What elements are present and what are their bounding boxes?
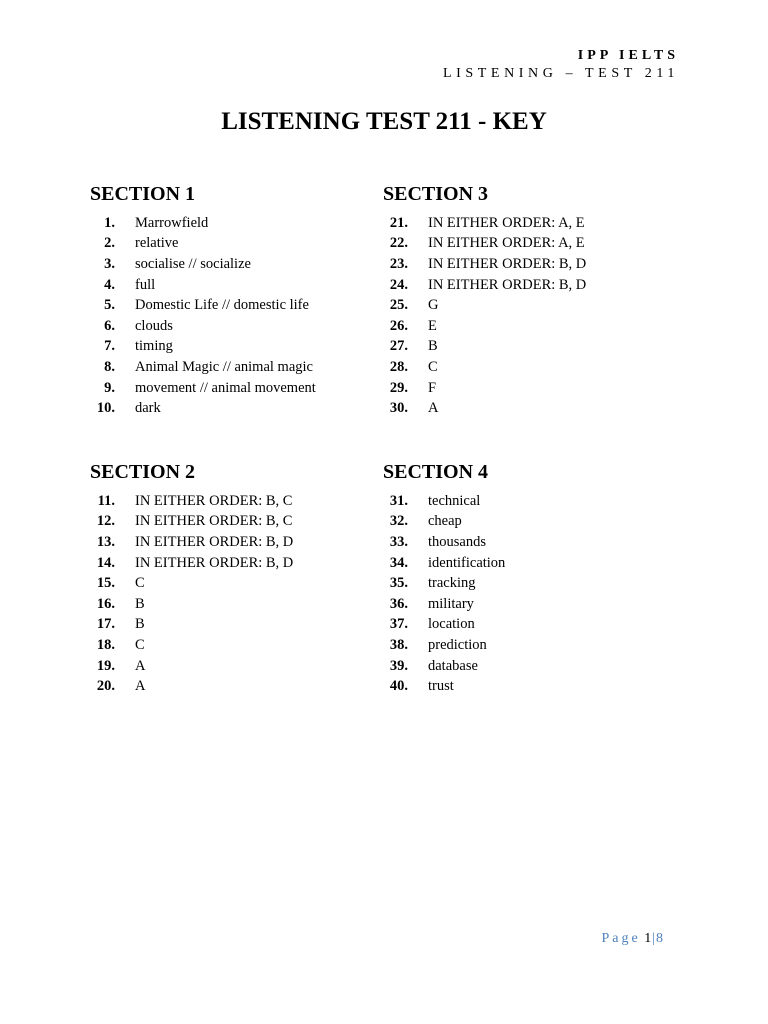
- section-heading: SECTION 3: [383, 183, 489, 205]
- answer-text: C: [428, 358, 438, 375]
- answer-number: 38.: [389, 636, 408, 653]
- answer-number: 1.: [104, 214, 115, 231]
- answer-row: [90, 512, 380, 533]
- answer-number: 27.: [389, 338, 408, 355]
- answer-text: A: [135, 678, 146, 695]
- answer-number: 14.: [96, 554, 115, 571]
- answer-text: IN EITHER ORDER: B, D: [428, 276, 587, 293]
- total-pages: 8: [656, 931, 663, 946]
- answer-row: [90, 615, 380, 636]
- answer-text: timing: [135, 338, 173, 355]
- answer-text: location: [428, 616, 475, 633]
- section-heading: SECTION 1: [90, 183, 196, 205]
- answer-row: [383, 337, 673, 358]
- answer-row: [383, 512, 673, 533]
- answer-row: [383, 594, 673, 615]
- answer-number: 23.: [389, 255, 408, 272]
- answer-row: [383, 532, 673, 553]
- header-brand: IPP IELTS: [577, 48, 679, 63]
- answer-text: identification: [428, 554, 506, 571]
- page-separator: |: [652, 931, 655, 946]
- page-footer: [601, 930, 663, 948]
- answer-row: [90, 295, 380, 316]
- answer-text: B: [428, 338, 438, 355]
- section-3: [383, 181, 673, 419]
- answer-text: clouds: [135, 317, 173, 334]
- answer-row: [383, 213, 673, 234]
- answer-text: IN EITHER ORDER: A, E: [428, 214, 585, 231]
- answer-text: Marrowfield: [135, 214, 209, 231]
- answer-row: [383, 398, 673, 419]
- answer-row: [383, 553, 673, 574]
- answer-row: [90, 594, 380, 615]
- page-title: LISTENING TEST 211 - KEY: [221, 108, 547, 135]
- answer-row: [90, 491, 380, 512]
- answer-number: 6.: [104, 317, 115, 334]
- answer-number: 3.: [104, 255, 115, 272]
- answer-number: 2.: [104, 235, 115, 252]
- answer-text: trust: [428, 678, 454, 695]
- answer-text: A: [428, 400, 439, 417]
- answer-number: 33.: [389, 533, 408, 550]
- answer-row: [90, 635, 380, 656]
- section-2: [90, 459, 380, 697]
- answer-text: IN EITHER ORDER: B, C: [135, 513, 293, 530]
- answer-number: 32.: [389, 513, 408, 530]
- answer-row: [383, 656, 673, 677]
- answer-text: prediction: [428, 636, 487, 653]
- answer-text: C: [135, 575, 145, 592]
- answer-row: [90, 275, 380, 296]
- answer-row: [90, 676, 380, 697]
- answer-text: Animal Magic // animal magic: [135, 358, 313, 375]
- answer-number: 12.: [96, 513, 115, 530]
- answer-number: 5.: [104, 297, 115, 314]
- answer-text: movement // animal movement: [135, 379, 316, 396]
- answer-text: cheap: [428, 513, 462, 530]
- answer-number: 19.: [96, 657, 115, 674]
- answer-text: IN EITHER ORDER: B, C: [135, 492, 293, 509]
- section-heading: SECTION 4: [383, 461, 489, 483]
- answer-number: 16.: [96, 595, 115, 612]
- answer-number: 15.: [96, 575, 115, 592]
- answer-row: [383, 676, 673, 697]
- answer-number: 29.: [389, 379, 408, 396]
- answer-number: 28.: [389, 358, 408, 375]
- answer-text: socialise // socialize: [135, 255, 251, 272]
- answer-row: [90, 254, 380, 275]
- answer-row: [383, 378, 673, 399]
- answer-text: E: [428, 317, 437, 334]
- answer-row: [383, 491, 673, 512]
- section-4: [383, 459, 673, 697]
- answer-number: 34.: [389, 554, 408, 571]
- answer-row: [90, 553, 380, 574]
- answer-number: 17.: [96, 616, 115, 633]
- answer-row: [383, 635, 673, 656]
- answer-number: 36.: [389, 595, 408, 612]
- answer-number: 11.: [97, 492, 115, 509]
- answer-row: [383, 615, 673, 636]
- answer-row: [383, 275, 673, 296]
- answer-text: tracking: [428, 575, 476, 592]
- answer-text: technical: [428, 492, 481, 509]
- answer-number: 10.: [96, 400, 115, 417]
- current-page-number: 1: [644, 931, 652, 946]
- answer-row: [90, 573, 380, 594]
- answer-row: [383, 234, 673, 255]
- answer-text: B: [135, 616, 145, 633]
- answer-text: IN EITHER ORDER: B, D: [135, 533, 294, 550]
- answer-text: thousands: [428, 533, 486, 550]
- answer-text: Domestic Life // domestic life: [135, 297, 309, 314]
- answer-text: B: [135, 595, 145, 612]
- answer-number: 18.: [96, 636, 115, 653]
- answer-number: 24.: [389, 276, 408, 293]
- answer-row: [90, 213, 380, 234]
- answer-number: 30.: [389, 400, 408, 417]
- answer-row: [90, 398, 380, 419]
- answer-row: [90, 532, 380, 553]
- answer-text: full: [135, 276, 156, 293]
- answer-number: 7.: [104, 338, 115, 355]
- answer-number: 25.: [389, 297, 408, 314]
- answer-text: relative: [135, 235, 179, 252]
- answer-number: 13.: [96, 533, 115, 550]
- document-header: [443, 47, 679, 83]
- answer-row: [383, 254, 673, 275]
- answer-row: [90, 337, 380, 358]
- section-1: [90, 181, 380, 419]
- answer-number: 9.: [104, 379, 115, 396]
- answer-text: G: [428, 297, 439, 314]
- answer-number: 39.: [389, 657, 408, 674]
- answer-row: [383, 573, 673, 594]
- answer-text: F: [428, 379, 437, 396]
- answer-row: [383, 316, 673, 337]
- answer-text: dark: [135, 400, 161, 417]
- answer-row: [90, 357, 380, 378]
- answer-row: [90, 316, 380, 337]
- answer-number: 4.: [104, 276, 115, 293]
- answer-number: 31.: [389, 492, 408, 509]
- answer-text: A: [135, 657, 146, 674]
- answer-row: [90, 656, 380, 677]
- answer-number: 20.: [96, 678, 115, 695]
- answer-number: 40.: [389, 678, 408, 695]
- answer-row: [90, 378, 380, 399]
- answer-number: 37.: [389, 616, 408, 633]
- answer-number: 21.: [389, 214, 408, 231]
- answer-text: C: [135, 636, 145, 653]
- answer-text: IN EITHER ORDER: B, D: [135, 554, 294, 571]
- answer-row: [383, 357, 673, 378]
- answer-text: military: [428, 595, 474, 612]
- answer-number: 26.: [389, 317, 408, 334]
- answer-number: 8.: [104, 358, 115, 375]
- answer-number: 35.: [389, 575, 408, 592]
- answer-number: 22.: [389, 235, 408, 252]
- section-heading: SECTION 2: [90, 461, 196, 483]
- answer-text: database: [428, 657, 478, 674]
- answer-row: [383, 295, 673, 316]
- header-test-name: LISTENING – TEST 211: [442, 66, 679, 81]
- answer-text: IN EITHER ORDER: A, E: [428, 235, 585, 252]
- answer-text: IN EITHER ORDER: B, D: [428, 255, 587, 272]
- answer-row: [90, 234, 380, 255]
- page-label: Page: [601, 931, 641, 946]
